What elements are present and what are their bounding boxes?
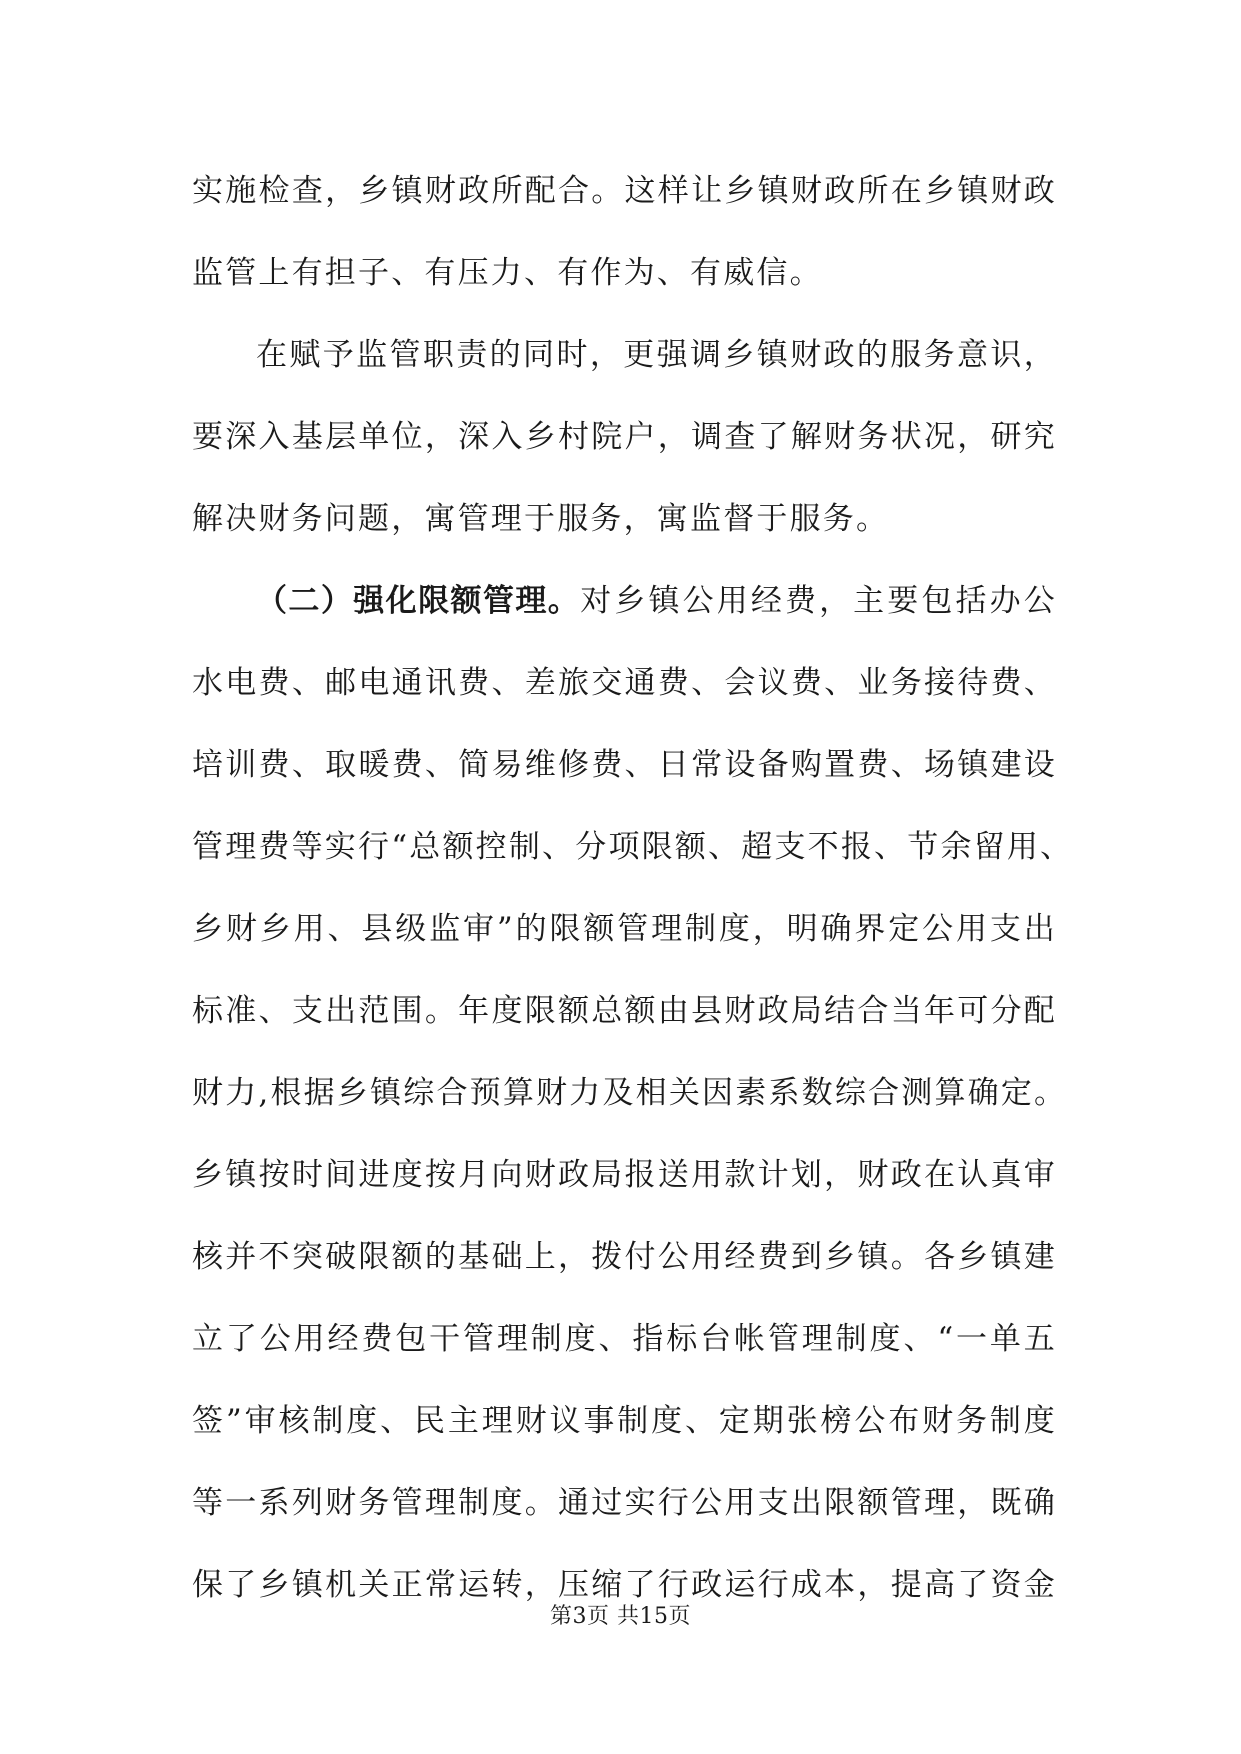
text-line: 签”审核制度、民主理财议事制度、定期张榜公布财务制度: [192, 1403, 1057, 1439]
text-line: 核并不突破限额的基础上，拨付公用经费到乡镇。各乡镇建: [192, 1239, 1057, 1275]
text-line: 培训费、取暖费、简易维修费、日常设备购置费、场镇建设: [192, 747, 1057, 783]
paragraph-first-line: 在赋予监管职责的同时，更强调乡镇财政的服务意识，: [256, 337, 1057, 373]
page-number: 第3页 共15页: [550, 1604, 691, 1629]
section-heading: （二）强化限额管理。: [256, 583, 581, 619]
text-line: 管理费等实行“总额控制、分项限额、超支不报、节余留用、: [192, 829, 1074, 865]
text-line: 等一系列财务管理制度。通过实行公用支出限额管理，既确: [192, 1485, 1057, 1521]
text-line: 乡镇按时间进度按月向财政局报送用款计划，财政在认真审: [192, 1157, 1057, 1193]
text-line: 乡财乡用、县级监审”的限额管理制度，明确界定公用支出: [192, 911, 1057, 947]
text-line: 立了公用经费包干管理制度、指标台帐管理制度、“一单五: [192, 1321, 1057, 1357]
text-line: 标准、支出范围。年度限额总额由县财政局结合当年可分配: [192, 993, 1057, 1029]
text-line: 要深入基层单位，深入乡村院户，调查了解财务状况，研究: [192, 419, 1057, 455]
text-line: 财力,根据乡镇综合预算财力及相关因素系数综合测算确定。: [192, 1075, 1068, 1111]
text-line: 监管上有担子、有压力、有作为、有威信。: [192, 255, 823, 291]
text-line: 解决财务问题，寓管理于服务，寓监督于服务。: [192, 501, 890, 537]
document-body: [192, 160, 1074, 1636]
section-heading-line: [192, 570, 1057, 652]
text-fragment: 对乡镇公用经费，主要包括办公: [580, 583, 1057, 619]
text-line: 水电费、邮电通讯费、差旅交通费、会议费、业务接待费、: [192, 665, 1057, 701]
text-line: 保了乡镇机关正常运转，压缩了行政运行成本，提高了资金: [192, 1567, 1057, 1603]
text-line: 实施检查，乡镇财政所配合。这样让乡镇财政所在乡镇财政: [192, 173, 1057, 209]
